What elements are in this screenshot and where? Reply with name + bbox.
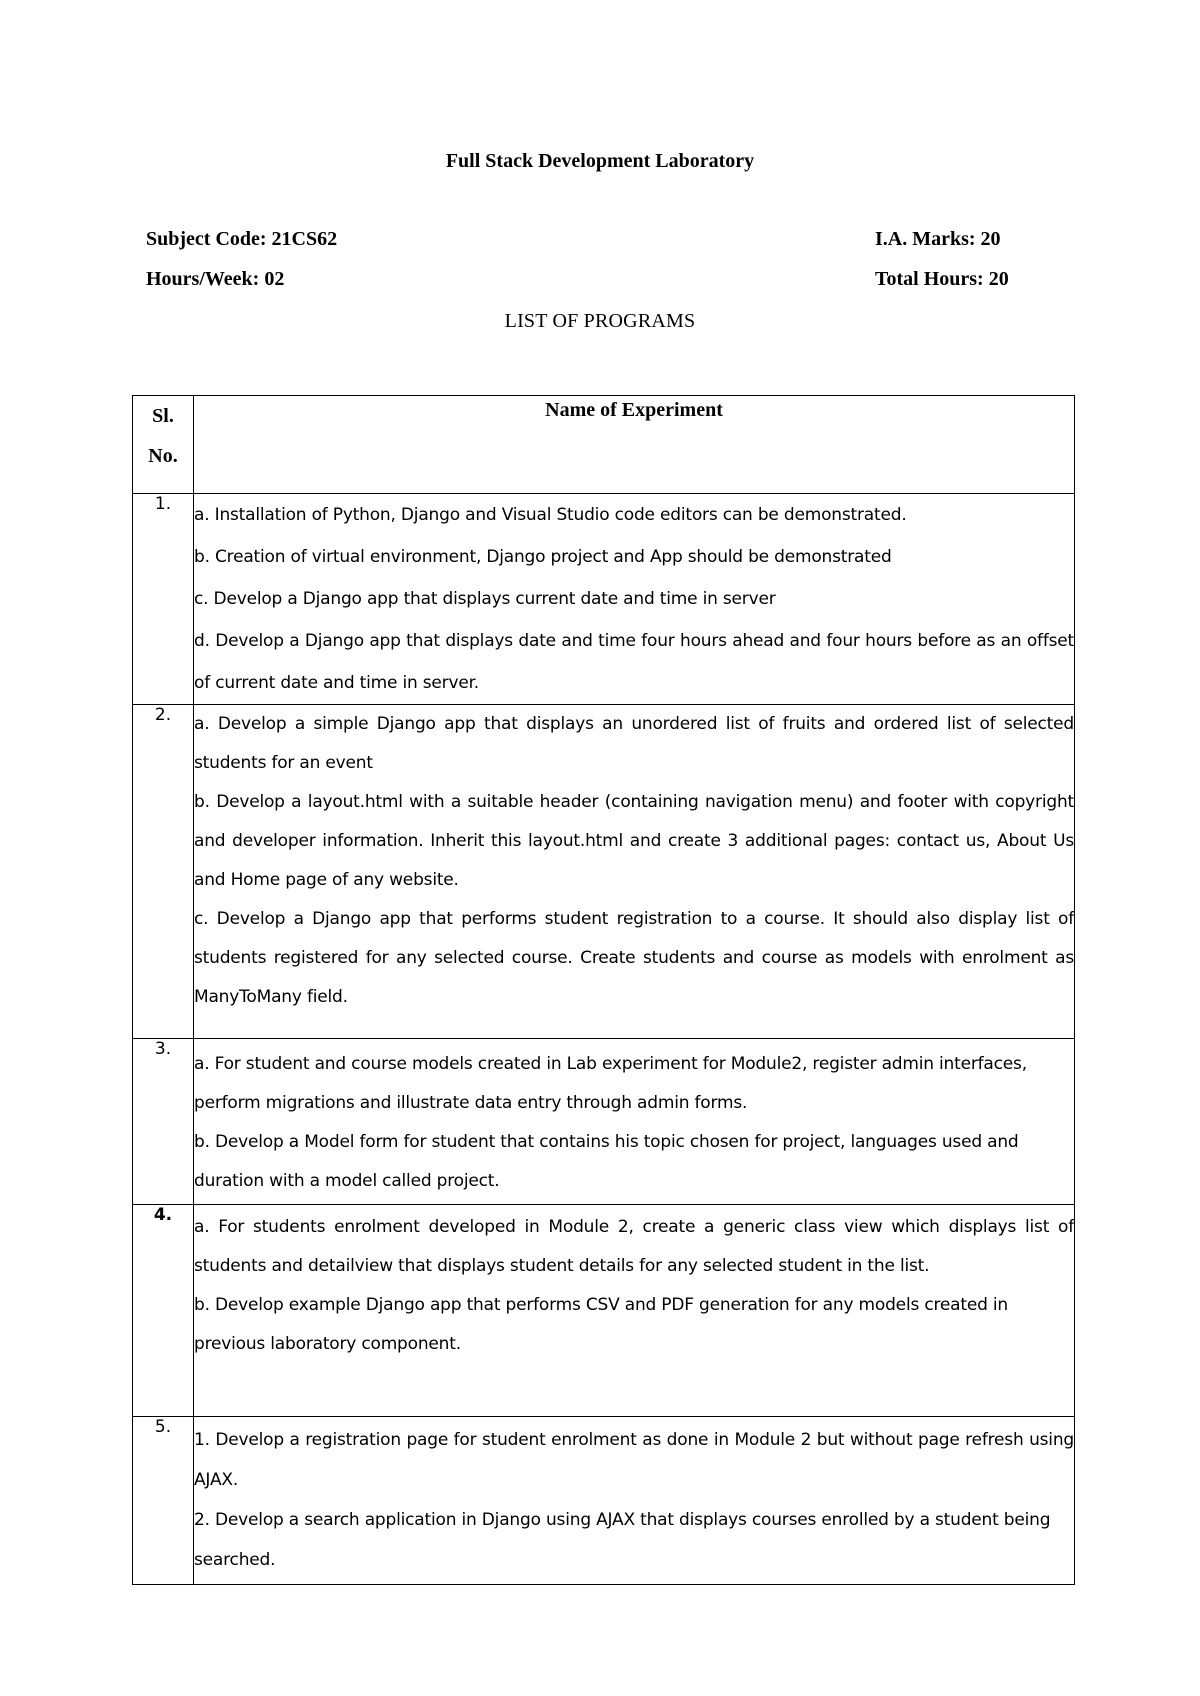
subject-code: Subject Code: 21CS62 [146, 228, 338, 250]
serial-number-header [133, 396, 194, 494]
hours-per-week: Hours/Week: 02 [146, 268, 285, 290]
programs-table [132, 395, 1075, 1585]
row-number: 4. [133, 1205, 194, 1417]
row-number: 1. [133, 494, 194, 705]
experiment-name-header: Name of Experiment [194, 396, 1075, 494]
experiment-cell [194, 1039, 1075, 1205]
experiment-cell [194, 494, 1075, 705]
page-title: Full Stack Development Laboratory [445, 150, 755, 172]
list-item: 1. Develop a registration page for student enrolment as done in Module 2 but without page refresh using AJAX. [194, 1430, 1074, 1490]
list-item: 2. Develop a search application in Django using AJAX that displays courses enrolled by a student being searched. [194, 1510, 1051, 1570]
ia-marks: I.A. Marks: 20 [875, 228, 1001, 250]
list-item: a. Installation of Python, Django and Visual Studio code editors can be demonstrated. [194, 505, 907, 525]
table-header-row [133, 396, 1075, 494]
serial-header-line1: Sl. [152, 405, 174, 427]
row-number: 2. [133, 705, 194, 1039]
list-item: b. Develop a layout.html with a suitable header (containing navigation menu) and footer with copyright and developer information. Inherit this layout.html and create 3 additional pages: contact us, About Us and Home page of any website. [194, 792, 1074, 890]
list-item: b. Develop a Model form for student that contains his topic chosen for project, languages used and duration with a model called project. [194, 1132, 1019, 1191]
list-of-programs-heading: LIST OF PROGRAMS [504, 310, 696, 332]
list-item: c. Develop a Django app that performs student registration to a course. It should also display list of students registered for any selected course. Create students and course as models with enrolment as ManyToMany field. [194, 909, 1074, 1007]
table-row [133, 494, 1075, 705]
table-row [133, 705, 1075, 1039]
list-item: a. For students enrolment developed in Module 2, create a generic class view which displays list of students and detailview that displays student details for any selected student in the list. [194, 1217, 1074, 1276]
experiment-cell [194, 705, 1075, 1039]
list-item: a. Develop a simple Django app that displays an unordered list of fruits and ordered list of selected students for an event [194, 714, 1074, 773]
list-item: b. Develop example Django app that performs CSV and PDF generation for any models created in previous laboratory component. [194, 1295, 1008, 1354]
row-number: 3. [133, 1039, 194, 1205]
list-item: b. Creation of virtual environment, Django project and App should be demonstrated [194, 547, 892, 567]
table-row [133, 1417, 1075, 1585]
table-row [133, 1039, 1075, 1205]
experiment-cell [194, 1417, 1075, 1585]
table-row [133, 1205, 1075, 1417]
list-item: a. For student and course models created in Lab experiment for Module2, register admin interfaces, perform migrations and illustrate data entry through admin forms. [194, 1054, 1027, 1113]
row-number: 5. [133, 1417, 194, 1585]
list-item: d. Develop a Django app that displays date and time four hours ahead and four hours before as an offset of current date and time in server. [194, 631, 1074, 693]
experiment-cell [194, 1205, 1075, 1417]
serial-header-line2: No. [148, 445, 178, 467]
total-hours: Total Hours: 20 [875, 268, 1009, 290]
list-item: c. Develop a Django app that displays current date and time in server [194, 589, 776, 609]
